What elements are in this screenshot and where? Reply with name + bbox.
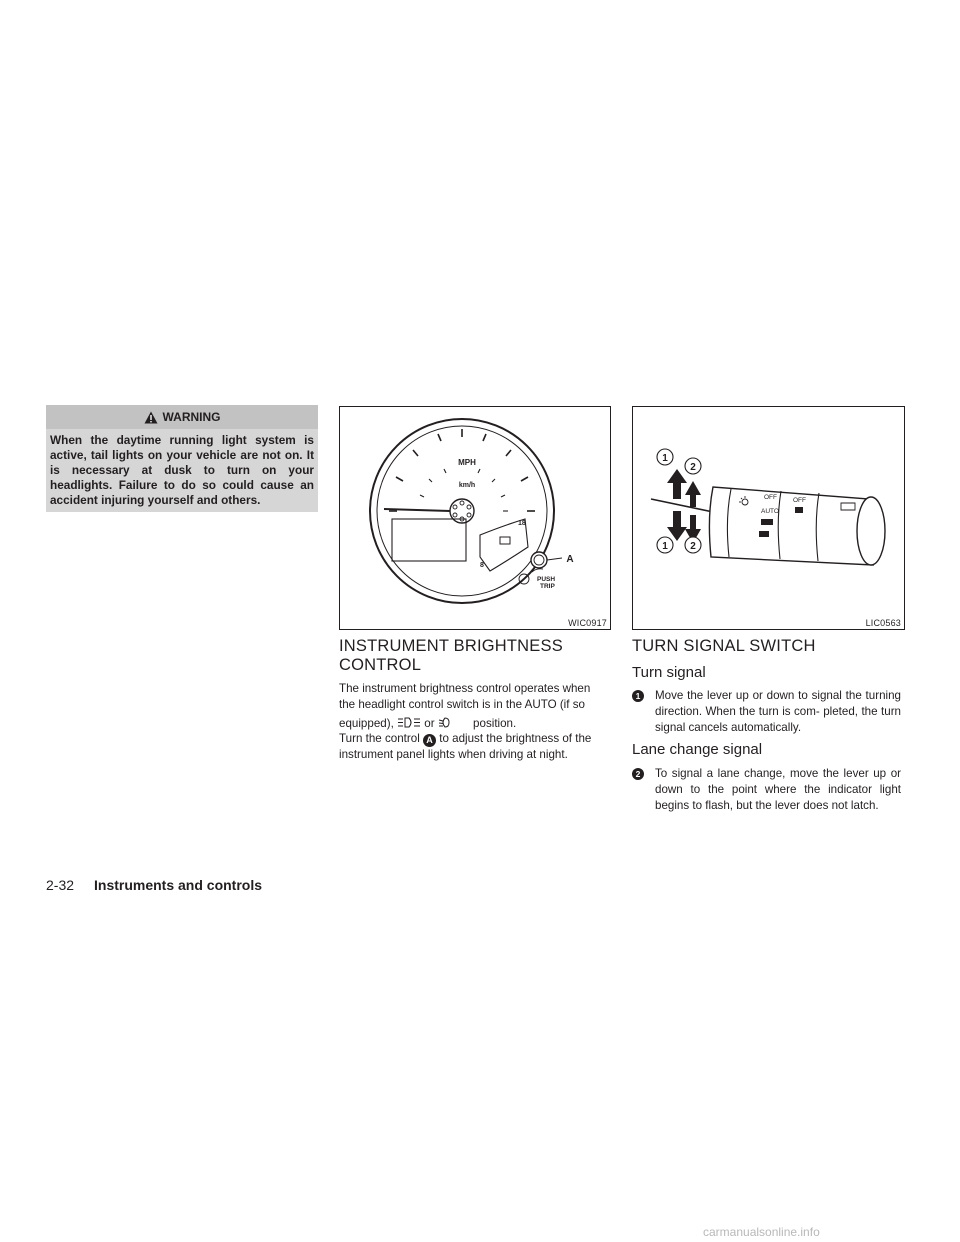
arrow-down-label-2: 2: [690, 541, 696, 552]
trip-label: TRIP: [540, 583, 555, 590]
para1-line3: [339, 716, 611, 732]
instrument-heading-line1: INSTRUMENT BRIGHTNESS: [339, 637, 563, 655]
turn-signal-heading: TURN SIGNAL SWITCH: [632, 637, 816, 655]
instrument-paragraph-2: [339, 731, 611, 763]
para1-line3-a: equipped),: [339, 717, 394, 730]
arrow-up-label-1: 1: [662, 453, 668, 464]
mph-label: MPH: [458, 458, 476, 467]
warning-title: WARNING: [162, 410, 221, 424]
lane-change-step: [632, 766, 905, 814]
figure-code: LIC0563: [865, 618, 901, 628]
warning-text: When the daytime running light system is active, tail lights on your vehicle are not on. It is necessary at dusk to turn on your headlights. Failure to do so could cause an accident injuring yourself and others.: [50, 433, 314, 507]
para1-line3-b: or: [424, 717, 435, 730]
gauge-bottom-number: 8: [480, 562, 484, 569]
speedometer-illustration: [340, 407, 610, 629]
turn-signal-step: [632, 688, 905, 736]
step-text-1: Move the lever up or down to signal the turning direction. When the turn is com- pleted, the turn signal cancels automatically.: [655, 689, 901, 734]
auto-label: AUTO: [761, 508, 779, 515]
warning-header: [46, 405, 318, 429]
footer-section-title: Instruments and controls: [94, 877, 263, 893]
watermark: carmanualsonline.info: [703, 1225, 820, 1239]
speedometer-figure: [339, 406, 611, 630]
push-label: PUSH: [537, 576, 556, 583]
off-label-1: OFF: [764, 494, 777, 501]
headlight-beam-icon: [438, 717, 456, 728]
step-number-2: 2: [632, 768, 644, 780]
instrument-paragraph-1: [339, 681, 611, 732]
lane-change-subheading: Lane change signal: [632, 741, 763, 758]
turn-signal-lever-illustration: [633, 407, 904, 629]
page-number: 2-32: [46, 877, 75, 893]
para1-line1: The instrument brightness control operates when: [339, 682, 591, 695]
para1-line2: the headlight control switch is in the AUTO (if so: [339, 698, 585, 711]
para2-line2: instrument panel lights when driving at night.: [339, 748, 568, 761]
off-label-2: OFF: [793, 497, 806, 504]
kmh-label: km/h: [458, 482, 476, 489]
instrument-heading-line2: CONTROL: [339, 656, 422, 674]
para2-b: to adjust the brightness of the: [439, 732, 592, 745]
figure-code: WIC0917: [568, 618, 607, 628]
arrow-down-label-1: 1: [662, 541, 668, 552]
para2-a: Turn the control: [339, 732, 420, 745]
para1-line3-c: position.: [473, 717, 517, 730]
callout-a-inline: A: [423, 734, 436, 747]
arrow-up-label-2: 2: [690, 462, 696, 473]
warning-box: [46, 405, 318, 512]
warning-triangle-icon: [144, 411, 158, 424]
step-number-1: 1: [632, 690, 644, 702]
callout-a: A: [566, 554, 574, 565]
step-text-2: To signal a lane change, move the lever up or down to the point where the indicator light begins to flash, but the lever does not latch.: [655, 767, 901, 812]
turn-signal-subheading: Turn signal: [632, 664, 706, 681]
gauge-top-number: 18: [518, 520, 526, 527]
headlight-symbol-icon: [397, 717, 421, 728]
turn-signal-figure: [632, 406, 905, 630]
